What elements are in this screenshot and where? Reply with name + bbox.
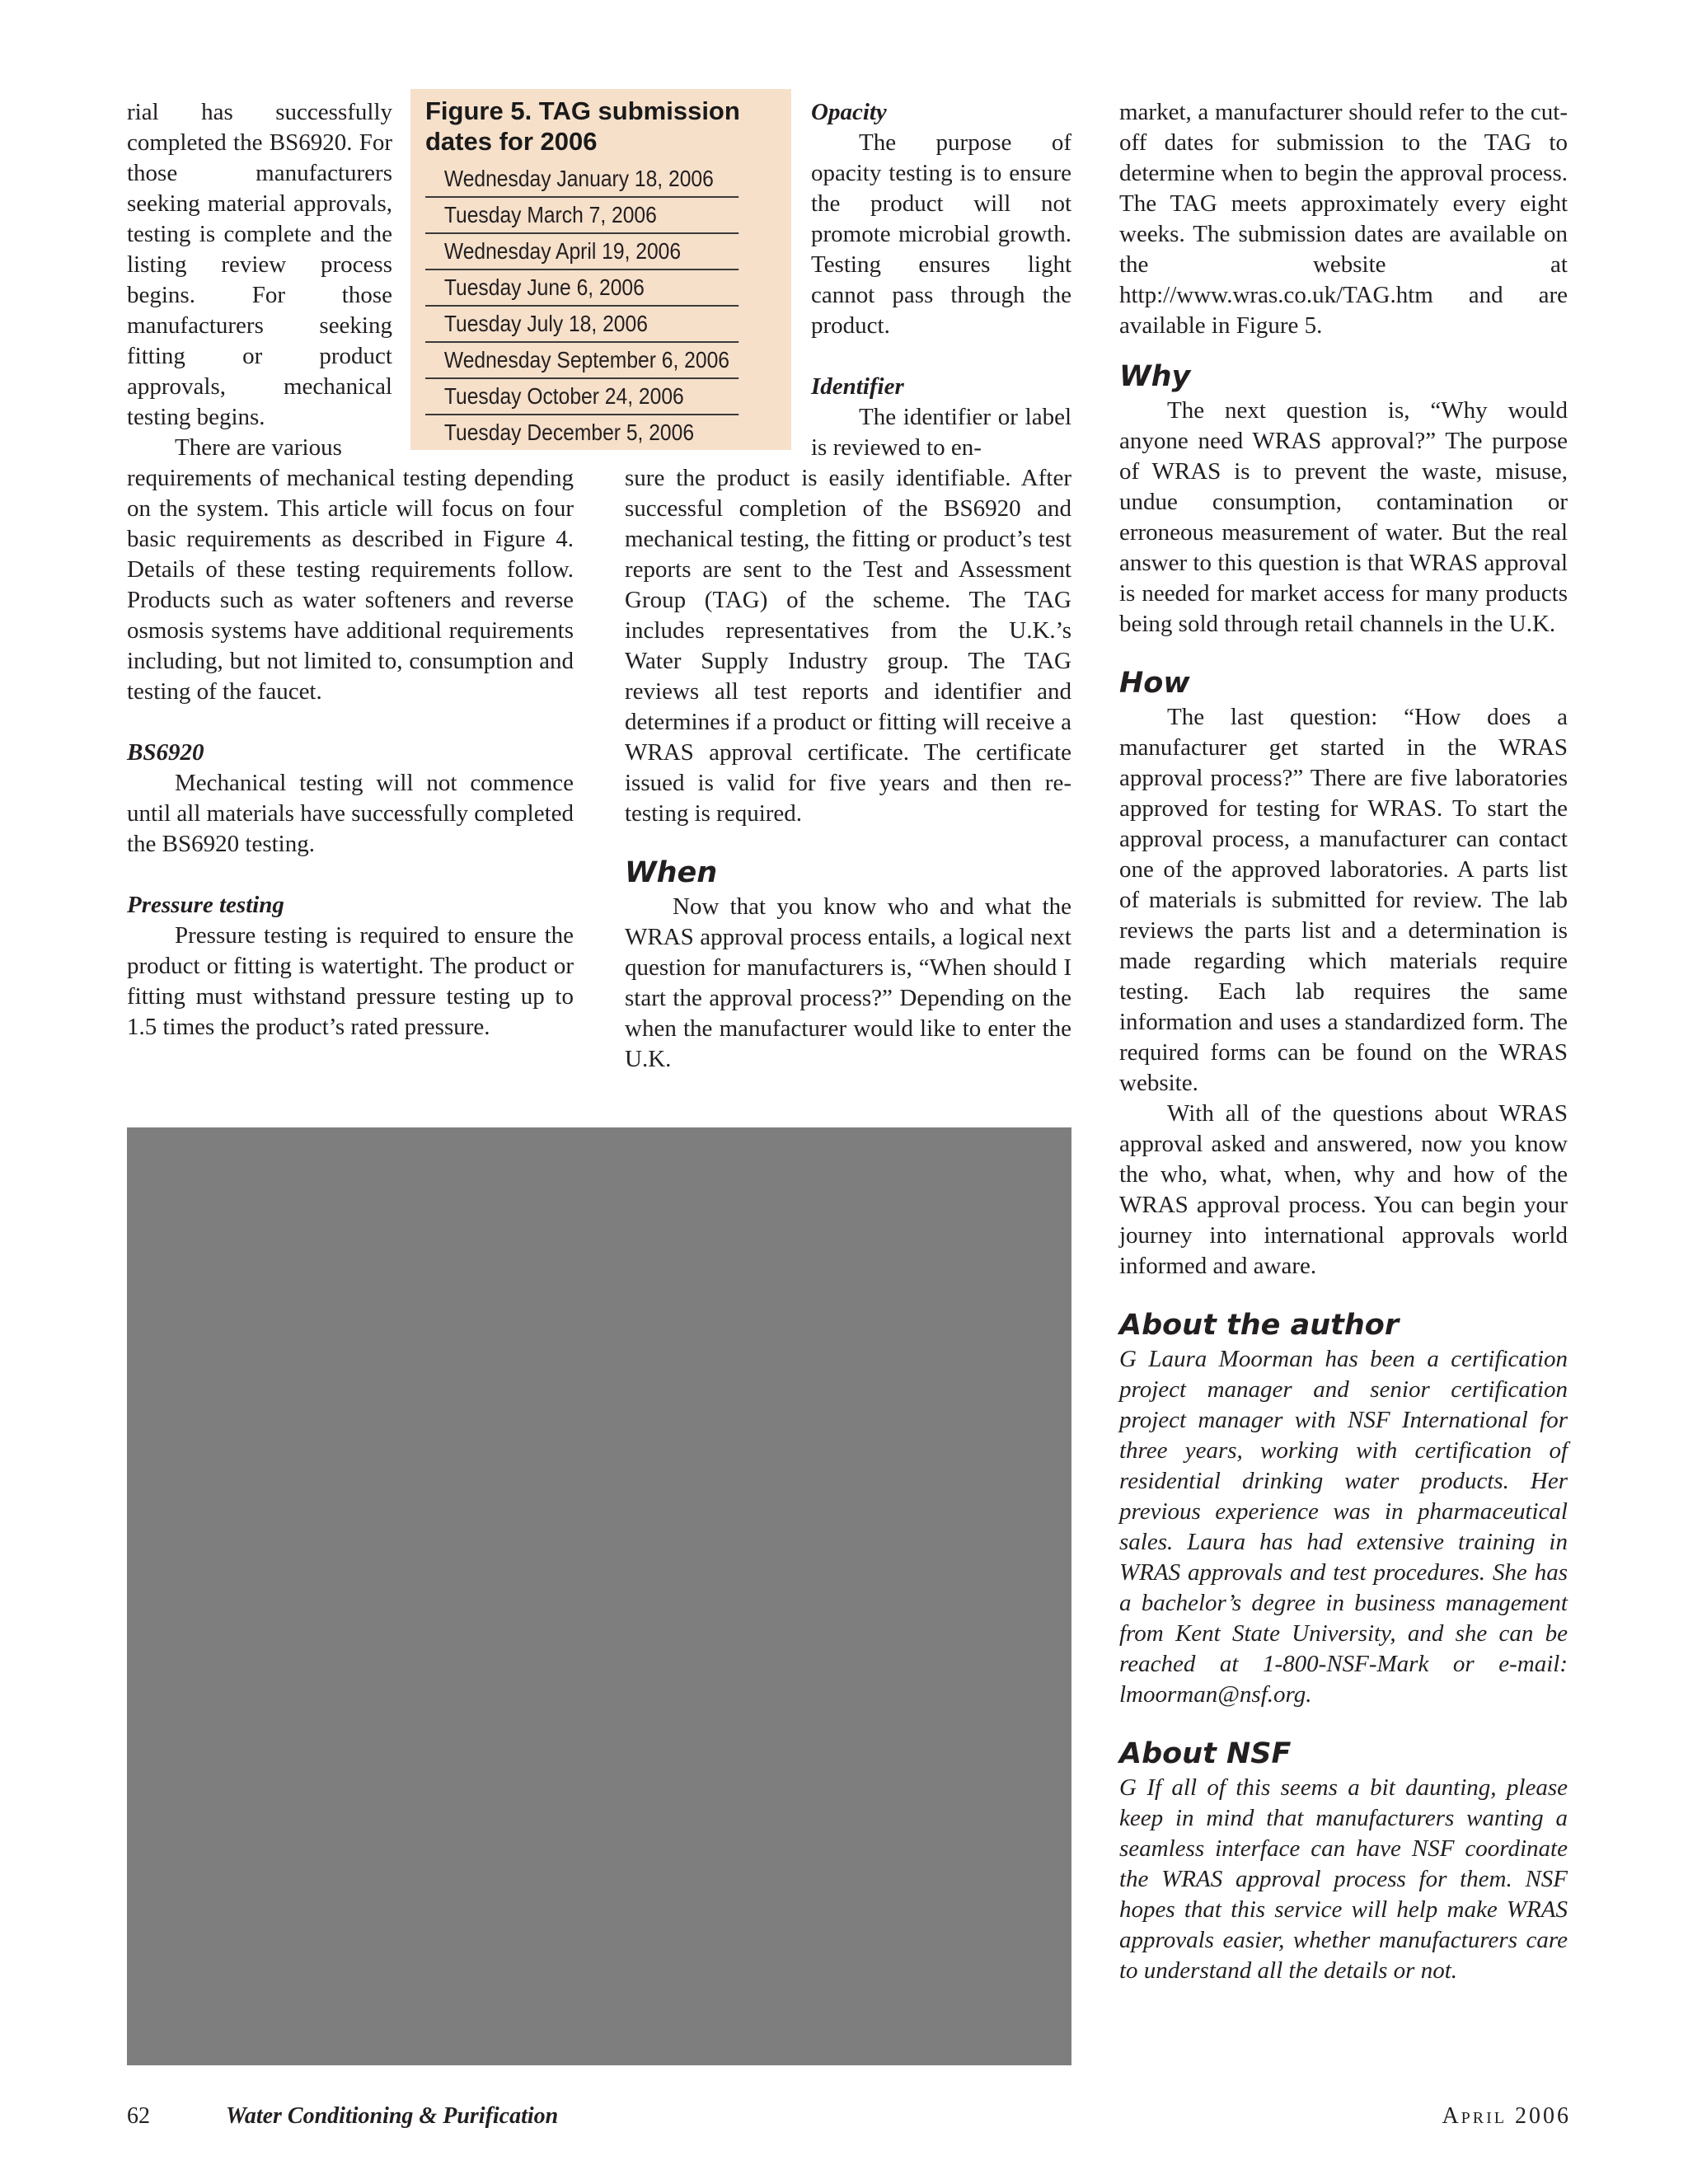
- heading-when: When: [625, 856, 718, 889]
- column-3: [1119, 97, 1568, 1986]
- body-paragraph: There are various: [175, 434, 342, 461]
- heading-how: How: [1119, 667, 1190, 700]
- body-paragraph: market, a manufacturer should refer to the cut-off dates for submission to the TAG to determine when to begin the approval process. The TAG meets approximately every eight weeks. The submission dates are available on the website at http://www.wras.co.uk/TAG.htm and are available in Figure 5.: [1119, 99, 1568, 339]
- body-paragraph: rial has successfully completed the BS6920. For those manufacturers seeking material approvals, testing is complete and the listing review process begins. For those manufacturers seeking fitting or product approvals, mechanical testing begins.: [127, 99, 392, 430]
- body-paragraph: The identifier or label is reviewed to en-: [811, 404, 1071, 461]
- body-paragraph: The next question is, “Why would anyone need WRAS approval?” The purpose of WRAS is to prevent the waste, misuse, undue consumption, contamination or erroneous measurement of water. But the real answer to this question is that WRAS approval is needed for market access for many products being sold through retail channels in the U.K.: [1119, 397, 1568, 637]
- article-photo: [127, 1127, 1071, 2065]
- figure-5-box: [410, 89, 791, 450]
- column-2-bottom: [625, 463, 1071, 1075]
- submission-date: Tuesday December 5, 2006: [443, 419, 695, 445]
- magazine-title: Water Conditioning & Purification: [226, 2103, 559, 2129]
- submission-date: Wednesday April 19, 2006: [425, 234, 738, 270]
- body-paragraph: Now that you know who and what the WRAS approval process entails, a logical next question for manufacturers is, “When should I start the approval process?” Depending on the when the manufacturer would like to enter the U.K.: [625, 893, 1071, 1072]
- heading-why: Why: [1119, 360, 1191, 393]
- submission-date: Wednesday September 6, 2006: [425, 343, 738, 379]
- page-number: 62: [127, 2103, 150, 2129]
- submission-date: Wednesday January 18, 2006: [425, 162, 738, 198]
- body-paragraph: sure the product is easily identifiable. After successful completion of the BS6920 and mechanical testing, the fitting or product’s test reports are sent to the Test and Assessment Group (TAG) of the scheme. The TAG includes representatives from the U.K.’s Water Supply Industry group. The TAG reviews all test reports and identifier and determines if a product or fitting will receive a WRAS approval certificate. The certificate issued is valid for five years and then re-testing is required.: [625, 465, 1071, 827]
- issue-date: April 2006: [1442, 2103, 1571, 2129]
- body-paragraph: With all of the questions about WRAS approval asked and answered, now you know the who, what, when, why and how of the WRAS approval process. You can begin your journey into international approvals world informed and aware.: [1119, 1100, 1568, 1279]
- heading-about-nsf: About NSF: [1119, 1737, 1292, 1770]
- submission-date: Tuesday June 6, 2006: [425, 270, 738, 307]
- body-paragraph: Pressure testing is required to ensure the product or fitting is watertight. The product or fitting must withstand pressure testing up to 1.5 times the product’s rated pressure.: [127, 922, 574, 1040]
- nsf-note: G If all of this seems a bit daunting, please keep in mind that manufacturers wanting a seamless interface can have NSF coordinate the WRAS approval process for them. NSF hopes that this service will help make WRAS approvals easier, whether manufacturers care to understand all the details or not.: [1119, 1774, 1568, 1984]
- heading-about-author: About the author: [1119, 1309, 1400, 1342]
- page-footer: [127, 2102, 1571, 2131]
- figure-title: Figure 5. TAG submission dates for 2006: [425, 96, 740, 156]
- submission-date: Tuesday March 7, 2006: [425, 198, 738, 234]
- body-paragraph: requirements of mechanical testing depending on the system. This article will focus on four basic requirements as described in Figure 4. Details of these testing requirements follow. Products such as water softeners and reverse osmosis systems have additional requirements including, but not limited to, consumption and testing of the faucet.: [127, 465, 574, 705]
- subheading-pressure-testing: Pressure testing: [127, 892, 284, 918]
- body-paragraph: The last question: “How does a manufacturer get started in the WRAS approval process?” There are five laboratories approved for testing for WRAS. To start the approval process, a manufacturer can contact one of the approved laboratories. A parts list of materials is submitted for review. The lab reviews the parts list and a determination is made regarding which materials require testing. Each lab requires the same information and uses a standardized form. The required forms can be found on the WRAS website.: [1119, 704, 1568, 1096]
- column-1-bottom: [127, 463, 574, 1043]
- submission-date: Tuesday October 24, 2006: [425, 379, 738, 415]
- body-paragraph: The purpose of opacity testing is to ensure the product will not promote microbial growth. Testing ensures light cannot pass through the product.: [811, 129, 1071, 339]
- submission-date: Tuesday July 18, 2006: [425, 307, 738, 343]
- subheading-identifier: Identifier: [811, 373, 904, 400]
- subheading-bs6920: BS6920: [127, 739, 204, 766]
- column-1-top: [127, 97, 392, 463]
- body-paragraph: Mechanical testing will not commence until all materials have successfully completed the BS6920 testing.: [127, 770, 574, 857]
- figure-date-list: [425, 162, 781, 450]
- subheading-opacity: Opacity: [811, 99, 887, 125]
- author-bio: G Laura Moorman has been a certification project manager and senior certification project manager with NSF International for three years, working with certification of residential drinking water products. Her previous experience was in pharmaceutical sales. Laura has had extensive training in WRAS approvals and test procedures. She has a bachelor’s degree in business management from Kent State University, and she can be reached at 1-800-NSF-Mark or e-mail: lmoorman@nsf.org.: [1119, 1346, 1568, 1708]
- column-2-top: [811, 97, 1071, 463]
